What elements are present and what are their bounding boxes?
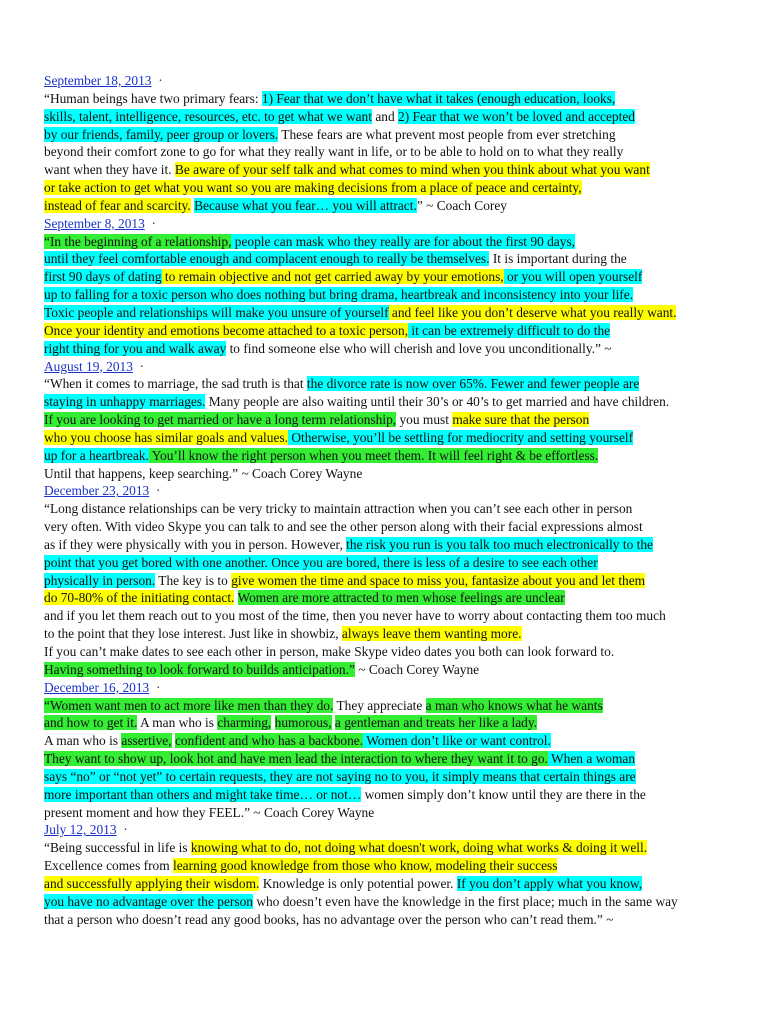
highlighted-text: and feel like you don’t deserve what you really want. [388, 304, 677, 320]
highlighted-text: Once your identity and emotions become attached to a toxic person, [44, 322, 409, 338]
highlighted-text: so you are making decisions from a place of peace and certainty, [232, 180, 582, 196]
quote-text: Knowledge is only potential power. [259, 875, 457, 891]
highlighted-text: do 70-80% of the initiating contact. [44, 590, 235, 606]
highlighted-text: Women are more attracted to men whose feelings are unclear [237, 590, 565, 606]
quote-line [44, 768, 760, 786]
quote-text: to the point that they lose interest. Just like in showbiz, [44, 626, 342, 642]
quote-line [44, 857, 760, 875]
quote-line [44, 393, 760, 411]
quote-line [44, 786, 760, 804]
highlighted-text: to remain objective [161, 269, 269, 285]
highlighted-text: physically in person. [44, 572, 156, 588]
highlighted-text: a gentleman [334, 715, 400, 731]
entry-separator: · [151, 215, 156, 231]
highlighted-text: says “no” or “not yet” to certain requests, they are not saying no to you, [44, 768, 429, 784]
quote-line [44, 197, 760, 215]
quote-line [44, 643, 760, 661]
quote-text: ~ Coach Corey Wayne [354, 661, 480, 677]
highlighted-text: Because what you fear… you will attract. [194, 197, 417, 213]
highlighted-text: by our friends, family, peer group or lovers. [44, 126, 279, 142]
quote-line [44, 286, 760, 304]
entry-date-link[interactable]: July 12, 2013 [44, 822, 117, 838]
quote-text: “Long distance relationships can be very tricky to maintain attraction when you can’t see each other in person [44, 501, 633, 517]
highlighted-text: and successfully applying their wisdom. [44, 875, 260, 891]
highlighted-text: modeling their success [432, 858, 558, 874]
quote-line [44, 661, 760, 679]
entry-date-link[interactable]: September 18, 2013 [44, 73, 152, 88]
entry-date-link[interactable]: September 8, 2013 [44, 215, 145, 231]
highlighted-text: They want to show up, look hot [44, 751, 214, 767]
highlighted-text: or you will open yourself [503, 269, 643, 285]
quote-line [44, 875, 760, 893]
quote-text: A man who is [137, 715, 218, 731]
entry-date-line [44, 482, 760, 500]
entry-separator: · [155, 483, 161, 499]
quote-line [44, 750, 760, 768]
highlighted-text: Once you are bored, [267, 554, 380, 570]
highlighted-text: instead of fear and scarcity. [44, 197, 191, 213]
highlighted-text: and how to get it. [44, 715, 138, 731]
highlighted-text: Otherwise, you’ll be settling for mediocrity and setting yourself [287, 429, 634, 445]
highlighted-text: not doing what doesn't work, [301, 840, 460, 856]
highlighted-text: staying in unhappy marriages. [44, 394, 206, 410]
highlighted-text: people can mask who they really are for about the first 90 days, [231, 233, 576, 249]
quote-line [44, 161, 760, 179]
highlighted-text: give women the time and space to miss you, fantasize about you [231, 572, 576, 588]
highlighted-text: “Women want men to act more like men than they do. [44, 697, 334, 713]
highlighted-text: and have men lead the interaction to where they want it to go. [213, 751, 548, 767]
highlighted-text: Having something to look forward to builds anticipation.” [44, 661, 355, 677]
highlighted-text: If you don’t apply what you know, [456, 875, 643, 891]
quote-line [44, 536, 760, 554]
quote-text: Many people are also waiting until their 30’s or 40’s to get married and have children. [205, 394, 670, 410]
entry-separator: · [155, 679, 161, 695]
quote-line [44, 233, 760, 251]
quote-line [44, 732, 760, 750]
highlighted-text: and treats her like a lady. [399, 715, 538, 731]
entry-date-line [44, 821, 760, 839]
highlighted-text: and let them [575, 572, 646, 588]
quote-line [44, 572, 760, 590]
highlighted-text: who you choose has similar goals and values. [44, 429, 288, 445]
quote-line [44, 179, 760, 197]
quote-text: you must [396, 412, 453, 428]
highlighted-text: always leave them wanting more. [341, 626, 522, 642]
quote-line [44, 411, 760, 429]
entry-separator: · [158, 73, 163, 88]
quote-text: and [371, 108, 398, 124]
highlighted-text: charming, [217, 715, 272, 731]
quote-line [44, 697, 760, 715]
entry-date-line [44, 358, 760, 376]
highlighted-text: You’ll know the right person when you meet them. It will feel right & be effortless. [148, 447, 599, 463]
quote-line [44, 518, 760, 536]
quote-line [44, 429, 760, 447]
quotes-document [44, 72, 760, 929]
quote-text: “Human beings have two primary fears: [44, 90, 262, 106]
quote-line [44, 126, 760, 144]
quote-text: women simply don’t know until they are there in the [361, 786, 646, 802]
highlighted-text: If you are looking to get married or have a long term relationship, [44, 412, 397, 428]
entry-date-line [44, 72, 760, 90]
quote-text: present moment and how they FEEL.” ~ Coach Corey Wayne [44, 804, 375, 820]
entry-date-link[interactable]: December 23, 2013 [44, 483, 150, 499]
quote-text: and if you let them reach out to you most of the time, then you never have to worry about contacting them too much [44, 608, 666, 624]
highlighted-text: Be aware of your self talk and what comes to mind when you think about what you want [174, 162, 650, 178]
quote-line [44, 447, 760, 465]
quote-line [44, 607, 760, 625]
quote-text: Until that happens, keep searching.” ~ Coach Corey Wayne [44, 465, 363, 481]
highlighted-text: doing what works & doing it well. [459, 840, 648, 856]
quote-text: very often. With video Skype you can talk to and see the other person along with their facial expressions almost [44, 519, 643, 535]
highlighted-text: up for a heartbreak. [44, 447, 149, 463]
highlighted-text: there is less of a desire to see each other [379, 554, 598, 570]
quote-text: as if they were physically with you in person. However, [44, 536, 347, 552]
quote-text: ” ~ Coach Corey [416, 197, 507, 213]
highlighted-text: and not get carried away by your emotions, [268, 269, 504, 285]
quote-line [44, 108, 760, 126]
highlighted-text: Toxic people and relationships will make you unsure of yourself [44, 304, 389, 320]
highlighted-text: knowing what to do, [190, 840, 301, 856]
quote-line [44, 465, 760, 483]
quote-line [44, 268, 760, 286]
entry-date-link[interactable]: December 16, 2013 [44, 679, 150, 695]
quote-line [44, 893, 760, 911]
highlighted-text: right thing for you and walk away [44, 340, 227, 356]
highlighted-text: 2) Fear that we won’t be loved and accepted [398, 108, 635, 124]
highlighted-text: point that you get bored with one another. [44, 554, 268, 570]
quote-line [44, 340, 760, 358]
highlighted-text: “In the beginning of a relationship, [44, 233, 232, 249]
quote-line [44, 554, 760, 572]
quote-text: “When it comes to marriage, the sad truth is that [44, 376, 307, 392]
quote-line [44, 911, 760, 929]
quote-line [44, 304, 760, 322]
highlighted-text: When a woman [547, 751, 636, 767]
highlighted-text: make sure that the person [452, 412, 590, 428]
entry-date-line [44, 215, 760, 233]
highlighted-text: more important than others and might take time… or not… [44, 786, 362, 802]
quote-line [44, 375, 760, 393]
highlighted-text: the risk you run is you talk too much electronically to the [346, 536, 653, 552]
quote-line [44, 143, 760, 161]
quote-line [44, 90, 760, 108]
highlighted-text: and who has a backbone. [225, 733, 364, 749]
highlighted-text: the divorce rate is now over 65%. Fewer and fewer people are [306, 376, 640, 392]
highlighted-text: it can be extremely difficult to do the [408, 322, 611, 338]
entry-separator: · [123, 822, 128, 838]
quote-text: who doesn’t even have the knowledge in the first place; much in the same way [252, 893, 678, 909]
quote-line [44, 589, 760, 607]
quote-line [44, 804, 760, 822]
quote-line [44, 250, 760, 268]
entry-date-line [44, 679, 760, 697]
highlighted-text: you have no advantage over the person [44, 893, 253, 909]
quote-text: If you can’t make dates to see each other in person, make Skype video dates you both can look forward to. [44, 644, 615, 659]
quote-line [44, 625, 760, 643]
highlighted-text: Women don’t like or want control. [363, 733, 551, 749]
highlighted-text: or take action to get what you want [44, 180, 233, 196]
highlighted-text: 1) Fear that we don’t have what it takes (enough education, looks, [261, 90, 616, 106]
quote-text: want when they have it. [44, 162, 175, 178]
highlighted-text: until they feel comfortable enough and complacent enough to really be themselves. [44, 251, 490, 267]
entry-separator: · [139, 358, 145, 374]
highlighted-text: up to falling for a toxic person who does nothing but bring drama, heartbreak and inconsistency into your life. [44, 287, 634, 303]
quote-text: “Being successful in life is [44, 840, 191, 856]
highlighted-text: confident [174, 733, 226, 749]
quote-line [44, 839, 760, 857]
highlighted-text: skills, talent, intelligence, resources, etc. to get what we want [44, 108, 372, 124]
quote-line [44, 714, 760, 732]
highlighted-text: first 90 days of dating [44, 269, 162, 285]
quote-text: that a person who doesn’t read any good books, has no advantage over the person who can’t read them.” ~ [44, 911, 614, 927]
quote-text: A man who is [44, 733, 122, 749]
quote-text: It is important during the [489, 251, 627, 267]
highlighted-text: learning good knowledge from those who know, [173, 858, 433, 874]
quote-text: to find someone else who will cherish and love you unconditionally.” ~ [226, 340, 612, 356]
entry-date-link[interactable]: August 19, 2013 [44, 358, 133, 374]
quote-text: They appreciate [333, 697, 426, 713]
highlighted-text: it simply means that certain things are [428, 768, 636, 784]
quote-text: beyond their comfort zone to go for what they really want in life, or to be able to hold on to what they really [44, 144, 624, 160]
highlighted-text: assertive, [121, 733, 172, 749]
quote-line [44, 322, 760, 340]
highlighted-text: humorous, [274, 715, 332, 731]
quote-text: Excellence comes from [44, 858, 174, 874]
quote-text: The key is to [155, 572, 232, 588]
highlighted-text: a man who knows what he wants [425, 697, 603, 713]
quote-line [44, 500, 760, 518]
quote-text: These fears are what prevent most people from ever stretching [278, 126, 616, 142]
